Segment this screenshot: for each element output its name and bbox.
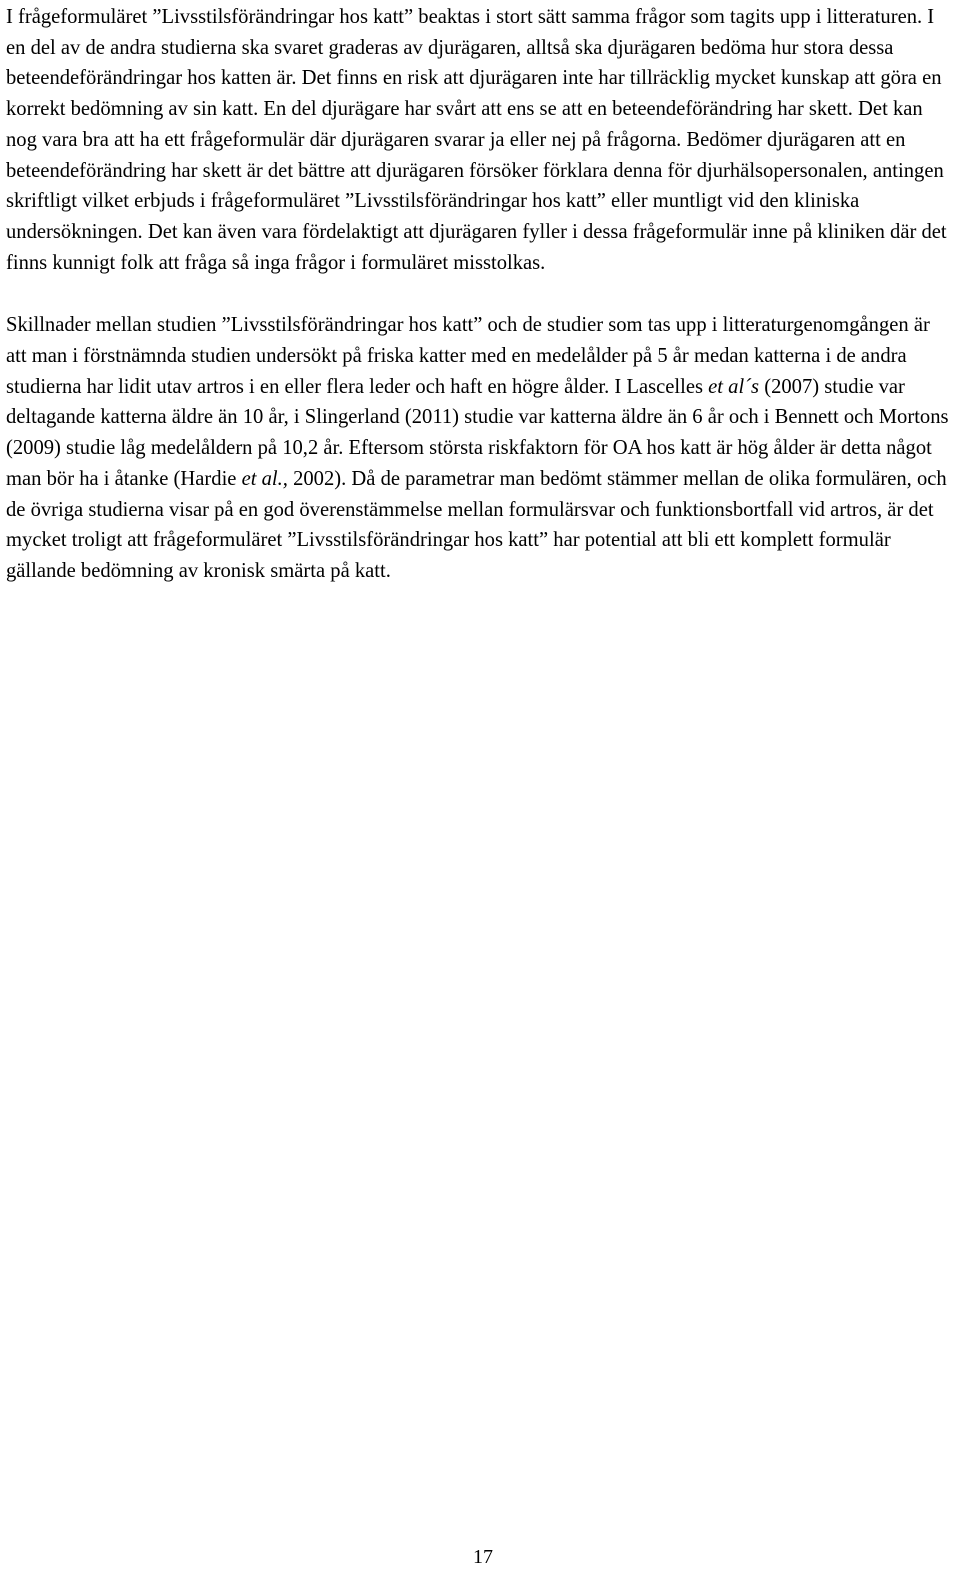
paragraph-2-text-part-3: 2002). Då de parametrar man bedömt stämmer mellan de olika formulären, och de övriga studierna visar på en god överenstämmelse mellan formulärsvar och funktionsbortfall vid artros, är det mycket troligt att frågeformuläret ”Livsstilsförändringar hos katt” har potential att bli ett komplett formulär gällande bedömning av kronisk smärta på katt.	[6, 467, 947, 582]
citation-et-al-possessive: et al´s	[708, 375, 760, 398]
paragraph-2-text-part-1: Skillnader mellan studien ”Livsstilsförändringar hos katt” och de studier som tas upp i litteraturgenomgången är att man i förstnämnda studien undersökt på friska katter med en medelålder på 5 år medan katterna i de andra studierna har lidit utav artros i en eller flera leder och haft en högre ålder. I Lascelles	[6, 314, 930, 398]
citation-et-al: et al.,	[241, 467, 288, 490]
page-number	[0, 1545, 960, 1569]
paragraph-2-text-part-2: (2007) studie var deltagande katterna äldre än 10 år, i Slingerland (2011) studie var katterna äldre än 6 år och i Bennett och Mortons (2009) studie låg medelåldern på 10,2 år. Eftersom största riskfaktorn för OA hos katt är hög ålder är detta något man bör ha i åtanke (Hardie	[6, 375, 949, 490]
paragraph-questionnaire-discussion	[6, 2, 954, 278]
paragraph-study-differences	[6, 310, 954, 586]
paragraph-1-text: I frågeformuläret ”Livsstilsförändringar hos katt” beaktas i stort sätt samma frågor som tagits upp i litteraturen. I en del av de andra studierna ska svaret graderas av djurägaren, alltså ska djurägaren bedöma hur stora dessa beteendeförändringar hos katten är. Det finns en risk att djurägaren inte har tillräcklig mycket kunskap att göra en korrekt bedömning av sin katt. En del djurägare har svårt att ens se att en beteendeförändring har skett. Det kan nog vara bra att ha ett frågeformulär där djurägaren svarar ja eller nej på frågorna. Bedömer djurägaren att en beteendeförändring har skett är det bättre att djurägaren försöker förklara denna för djurhälsopersonalen, antingen skriftligt vilket erbjuds i frågeformuläret ”Livsstilsförändringar hos katt” eller muntligt vid den kliniska undersökningen. Det kan även vara fördelaktigt att djurägaren fyller i dessa frågeformulär inne på kliniken där det finns kunnigt folk att fråga så inga frågor i formuläret misstolkas.	[6, 6, 947, 274]
page-number-text: 17	[473, 1546, 493, 1568]
document-page	[6, 0, 954, 587]
